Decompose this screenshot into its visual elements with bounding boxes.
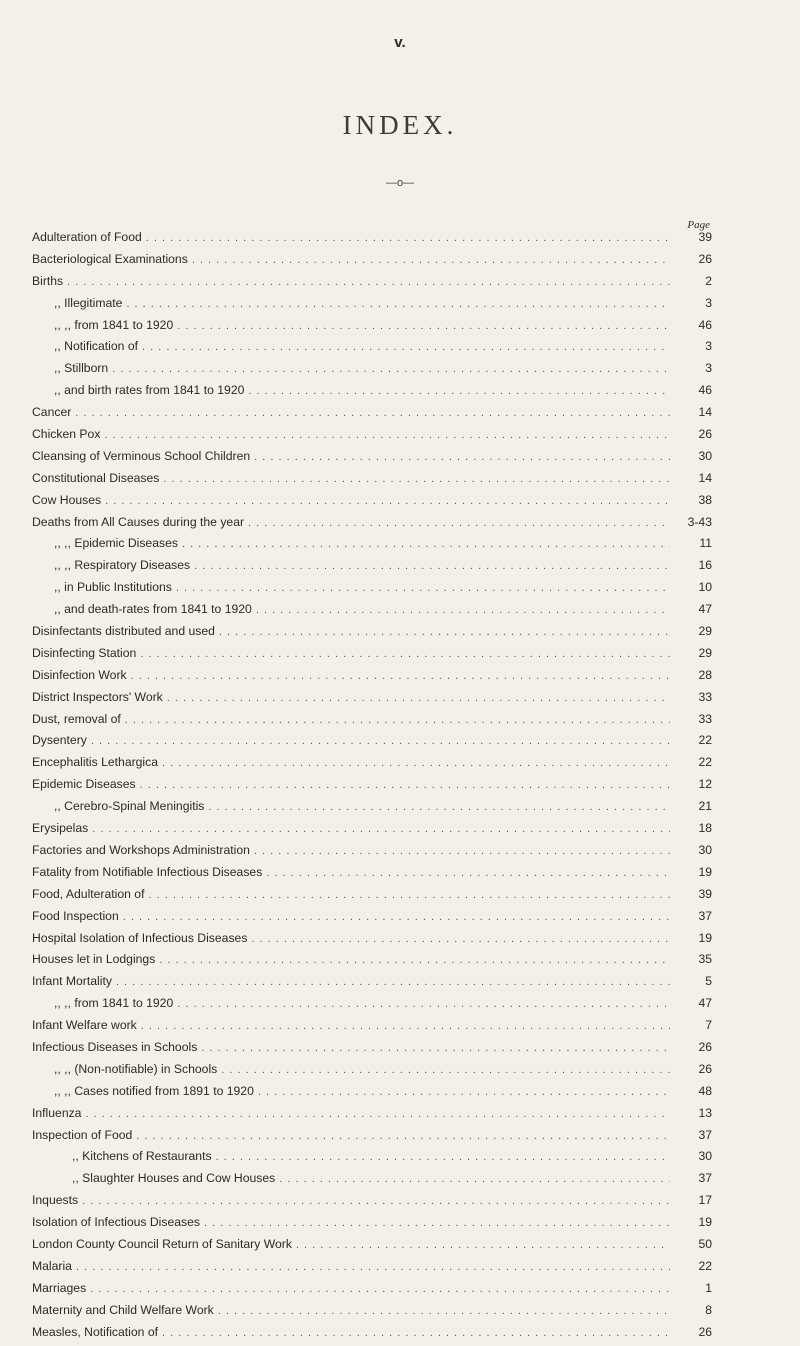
page-column-header: Page: [687, 219, 710, 231]
index-entry: [32, 252, 712, 274]
index-entry: [32, 1171, 712, 1193]
index-entry: [32, 799, 712, 821]
index-entry-page: 7: [705, 1018, 712, 1033]
index-entry-label: ,, and birth rates from 1841 to 1920: [54, 383, 245, 398]
index-entry-label: Disinfectants distributed and used: [32, 624, 215, 639]
index-entry-page: 33: [698, 711, 712, 726]
index-entry-page: 2: [705, 273, 712, 288]
index-entry: [32, 1259, 712, 1281]
index-entry: [32, 1325, 712, 1346]
leader-dots: [141, 1020, 670, 1032]
index-entry-page: 37: [698, 1127, 712, 1142]
index-entry-label: Infectious Diseases in Schools: [32, 1039, 198, 1054]
leader-dots: [248, 517, 670, 529]
index-entry-page: 18: [698, 821, 712, 836]
index-entry: [32, 493, 712, 515]
leader-dots: [279, 1173, 670, 1185]
leader-dots: [296, 1239, 670, 1251]
index-entry: [32, 361, 712, 383]
leader-dots: [140, 648, 670, 660]
index-entry-label: Erysipelas: [32, 821, 89, 836]
index-entry-page: 26: [698, 1039, 712, 1054]
index-entry: [32, 471, 712, 493]
leader-dots: [266, 867, 670, 879]
index-entry: [32, 996, 712, 1018]
index-entry: [32, 887, 712, 909]
leader-dots: [177, 998, 670, 1010]
index-entry-page: 26: [698, 427, 712, 442]
leader-dots: [182, 538, 670, 550]
leader-dots: [163, 473, 670, 485]
index-entry-label: Influenza: [32, 1105, 82, 1120]
index-entry-page: 13: [698, 1105, 712, 1120]
index-entry-page: 37: [698, 1171, 712, 1186]
index-entry-label: Bacteriological Examinations: [32, 251, 188, 266]
index-entry: [32, 536, 712, 558]
leader-dots: [85, 1108, 670, 1120]
index-entry-label: Epidemic Diseases: [32, 777, 136, 792]
leader-dots: [125, 714, 670, 726]
index-entry-label: ,, ,, (Non-notifiable) in Schools: [54, 1061, 218, 1076]
index-entry: [32, 339, 712, 361]
index-entry-label: District Inspectors' Work: [32, 689, 163, 704]
index-entry-label: Infant Welfare work: [32, 1018, 137, 1033]
leader-dots: [148, 889, 670, 901]
leader-dots: [254, 451, 670, 463]
index-entry: [32, 427, 712, 449]
index-entry-label: ,, Slaughter Houses and Cow Houses: [72, 1171, 276, 1186]
index-entry: [32, 449, 712, 471]
leader-dots: [67, 276, 670, 288]
leader-dots: [162, 1327, 670, 1339]
index-entry-page: 22: [698, 1258, 712, 1273]
leader-dots: [76, 1261, 670, 1273]
leader-dots: [82, 1195, 670, 1207]
index-entry-page: 46: [698, 383, 712, 398]
index-entry: [32, 931, 712, 953]
index-entry-label: ,, Cerebro-Spinal Meningitis: [54, 799, 205, 814]
index-entry-page: 3: [705, 295, 712, 310]
index-entry: [32, 865, 712, 887]
index-entry-label: Encephalitis Lethargica: [32, 755, 159, 770]
index-entry-label: Fatality from Notifiable Infectious Diseases: [32, 864, 263, 879]
index-entry: [32, 1106, 712, 1128]
index-entry-page: 37: [698, 908, 712, 923]
index-entry: [32, 602, 712, 624]
index-entry-label: London County Council Return of Sanitary Work: [32, 1236, 292, 1251]
index-entry-label: Houses let in Lodgings: [32, 952, 156, 967]
index-entry-label: ,, ,, from 1841 to 1920: [54, 996, 174, 1011]
leader-dots: [208, 801, 670, 813]
leader-dots: [177, 320, 670, 332]
index-entry-label: ,, Kitchens of Restaurants: [72, 1149, 212, 1164]
index-entry: [32, 1084, 712, 1106]
leader-dots: [112, 363, 670, 375]
index-entry-label: Adulteration of Food: [32, 230, 142, 244]
page-number: v.: [394, 34, 406, 51]
index-entry-label: Marriages: [32, 1280, 87, 1295]
index-entry-page: 29: [698, 645, 712, 660]
index-entry-page: 3: [705, 339, 712, 354]
leader-dots: [146, 232, 670, 244]
leader-dots: [126, 298, 670, 310]
index-entry-label: Food Inspection: [32, 908, 119, 923]
leader-dots: [116, 976, 670, 988]
index-entry-page: 3: [705, 361, 712, 376]
title-separator: —o—: [385, 177, 415, 189]
leader-dots: [201, 1042, 670, 1054]
leader-dots: [162, 757, 670, 769]
index-entry: [32, 383, 712, 405]
index-entry: [32, 843, 712, 865]
index-entry-page: 14: [698, 470, 712, 485]
index-entry-label: ,, Notification of: [54, 339, 138, 354]
leader-dots: [167, 692, 670, 704]
index-entry: [32, 1303, 712, 1325]
index-entry-label: ,, ,, from 1841 to 1920: [54, 317, 174, 332]
index-entry-page: 16: [698, 558, 712, 573]
index-entry-page: 48: [698, 1083, 712, 1098]
index-entry: [32, 318, 712, 340]
index-entry-page: 3-43: [687, 514, 712, 529]
index-entry: [32, 1149, 712, 1171]
leader-dots: [192, 254, 670, 266]
index-entry-page: 39: [698, 230, 712, 244]
index-entry-page: 47: [698, 602, 712, 617]
index-entry-label: Births: [32, 273, 64, 288]
index-entry-page: 39: [698, 886, 712, 901]
leader-dots: [123, 911, 670, 923]
index-entry: [32, 821, 712, 843]
index-entry: [32, 690, 712, 712]
leader-dots: [218, 1305, 670, 1317]
index-entry: [32, 952, 712, 974]
index-entry-page: 46: [698, 317, 712, 332]
index-entry-label: ,, ,, Respiratory Diseases: [54, 558, 191, 573]
leader-dots: [104, 429, 670, 441]
index-entry-page: 11: [699, 536, 712, 551]
index-entry: [32, 777, 712, 799]
index-entry-page: 33: [698, 689, 712, 704]
index-entry-page: 30: [698, 448, 712, 463]
leader-dots: [140, 779, 670, 791]
index-entry: [32, 1281, 712, 1303]
index-entry-page: 21: [698, 799, 712, 814]
index-entry-label: Inquests: [32, 1193, 79, 1208]
leader-dots: [204, 1217, 670, 1229]
leader-dots: [136, 1130, 670, 1142]
leader-dots: [90, 1283, 670, 1295]
index-entry-label: Deaths from All Causes during the year: [32, 514, 245, 529]
index-entry: [32, 733, 712, 755]
index-entry-page: 19: [698, 864, 712, 879]
index-entry-label: ,, ,, Epidemic Diseases: [54, 536, 178, 551]
index-entry: [32, 646, 712, 668]
leader-dots: [75, 407, 670, 419]
index-entry-page: 8: [705, 1302, 712, 1317]
leader-dots: [216, 1151, 670, 1163]
index-entry: [32, 1040, 712, 1062]
index-entry-page: 30: [698, 1149, 712, 1164]
index-entry: [32, 296, 712, 318]
index-entry-label: ,, and death-rates from 1841 to 1920: [54, 602, 252, 617]
index-entry-label: Inspection of Food: [32, 1127, 133, 1142]
index-entry-label: ,, Illegitimate: [54, 295, 123, 310]
index-entry-page: 26: [698, 1324, 712, 1339]
leader-dots: [176, 582, 670, 594]
index-entry-label: Maternity and Child Welfare Work: [32, 1302, 214, 1317]
index-entry-page: 29: [698, 624, 712, 639]
leader-dots: [254, 845, 670, 857]
index-entry-label: Infant Mortality: [32, 974, 112, 989]
index-entry: [32, 712, 712, 734]
index-entry-label: Disinfecting Station: [32, 645, 137, 660]
index-entry-page: 38: [698, 492, 712, 507]
index-entry-label: Isolation of Infectious Diseases: [32, 1215, 201, 1230]
index-entry: [32, 580, 712, 602]
index-entry-page: 10: [698, 580, 712, 595]
index-entry-label: Dust, removal of: [32, 711, 121, 726]
index-entry: [32, 1062, 712, 1084]
index-entry-label: Disinfection Work: [32, 667, 127, 682]
leader-dots: [258, 1086, 670, 1098]
index-entry: [32, 1237, 712, 1259]
leader-dots: [105, 495, 670, 507]
index-entry-label: Food, Adulteration of: [32, 886, 145, 901]
leader-dots: [221, 1064, 670, 1076]
index-entry: [32, 558, 712, 580]
index-entry-page: 47: [698, 996, 712, 1011]
leader-dots: [91, 735, 670, 747]
index-entry-page: 26: [698, 1061, 712, 1076]
index-entry-label: ,, in Public Institutions: [54, 580, 172, 595]
index-entry-page: 26: [698, 251, 712, 266]
leader-dots: [92, 823, 670, 835]
index-entry: [32, 755, 712, 777]
index-entry-label: Chicken Pox: [32, 427, 101, 442]
index-entry-page: 30: [698, 842, 712, 857]
index-entry-page: 17: [698, 1193, 712, 1208]
index-entry-page: 14: [698, 405, 712, 420]
index-entry-page: 5: [705, 974, 712, 989]
index-entry-label: ,, ,, Cases notified from 1891 to 1920: [54, 1083, 254, 1098]
index-entry: [32, 515, 712, 537]
index-entry: [32, 909, 712, 931]
index-entry: [32, 1018, 712, 1040]
index-entry-page: 50: [698, 1236, 712, 1251]
leader-dots: [256, 604, 670, 616]
index-entry-page: 12: [698, 777, 712, 792]
leader-dots: [159, 954, 670, 966]
index-entry-page: 22: [698, 755, 712, 770]
index-entry-label: Factories and Workshops Administration: [32, 842, 250, 857]
index-entry-label: Cancer: [32, 405, 72, 420]
index-entry-page: 1: [705, 1280, 712, 1295]
index-entry: [32, 405, 712, 427]
index-entry: [32, 1215, 712, 1237]
index-entry-page: 19: [698, 930, 712, 945]
index-entry-label: Constitutional Diseases: [32, 470, 160, 485]
leader-dots: [248, 385, 670, 397]
index-entry: [32, 274, 712, 296]
page-title: INDEX.: [342, 110, 458, 140]
index-entry-page: 35: [698, 952, 712, 967]
index-entry: [32, 230, 712, 252]
index-entry-label: ,, Stillborn: [54, 361, 109, 376]
leader-dots: [142, 341, 670, 353]
index-entry-label: Cleansing of Verminous School Children: [32, 448, 251, 463]
index-entry-page: 28: [698, 667, 712, 682]
index-entry-page: 19: [698, 1215, 712, 1230]
index-entry-label: Malaria: [32, 1258, 72, 1273]
index-list: [32, 230, 712, 1346]
leader-dots: [194, 560, 670, 572]
index-entry-label: Measles, Notification of: [32, 1324, 158, 1339]
leader-dots: [219, 626, 670, 638]
index-entry: [32, 1128, 712, 1150]
index-entry-label: Cow Houses: [32, 492, 102, 507]
index-entry-page: 22: [698, 733, 712, 748]
index-entry-label: Dysentery: [32, 733, 87, 748]
index-entry: [32, 1193, 712, 1215]
index-entry: [32, 668, 712, 690]
index-entry: [32, 974, 712, 996]
index-entry-label: Hospital Isolation of Infectious Diseases: [32, 930, 248, 945]
index-entry: [32, 624, 712, 646]
leader-dots: [251, 933, 670, 945]
leader-dots: [131, 670, 670, 682]
